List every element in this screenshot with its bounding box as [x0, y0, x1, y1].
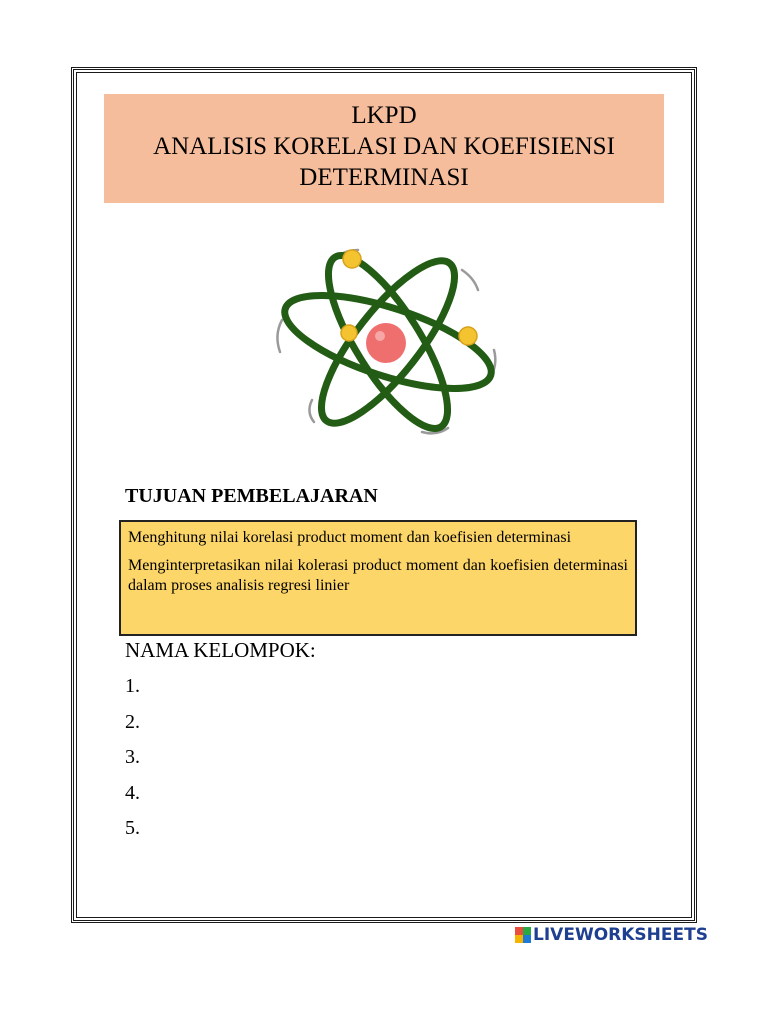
tujuan-item: Menghitung nilai korelasi product moment dan koefisien determinasi [128, 529, 572, 546]
nucleus-icon [366, 323, 406, 363]
list-item: 1. [125, 675, 140, 697]
nama-kelompok-heading: NAMA KELOMPOK: [125, 638, 316, 662]
member-list [125, 676, 140, 854]
tujuan-item: Menginterpretasikan nilai kolerasi product moment dan koefisien determinasi dalam proses analisis regresi linier [128, 557, 628, 594]
atom-icon [272, 240, 504, 445]
liveworksheets-wordmark: LIVEWORKSHEETS [533, 925, 708, 945]
title-line-1: LKPD [351, 102, 417, 129]
title-banner [104, 94, 664, 203]
liveworksheets-logo-icon [515, 927, 531, 943]
tujuan-heading: TUJUAN PEMBELAJARAN [125, 485, 378, 507]
liveworksheets-logo[interactable] [515, 925, 708, 945]
list-item: 2. [125, 710, 140, 733]
list-item: 4. [125, 781, 140, 804]
title-line-3: DETERMINASI [299, 164, 469, 191]
list-item: 5. [125, 817, 140, 839]
title-line-2: ANALISIS KORELASI DAN KOEFISIENSI [153, 133, 615, 160]
list-item: 3. [125, 746, 140, 768]
tujuan-box [119, 520, 637, 636]
